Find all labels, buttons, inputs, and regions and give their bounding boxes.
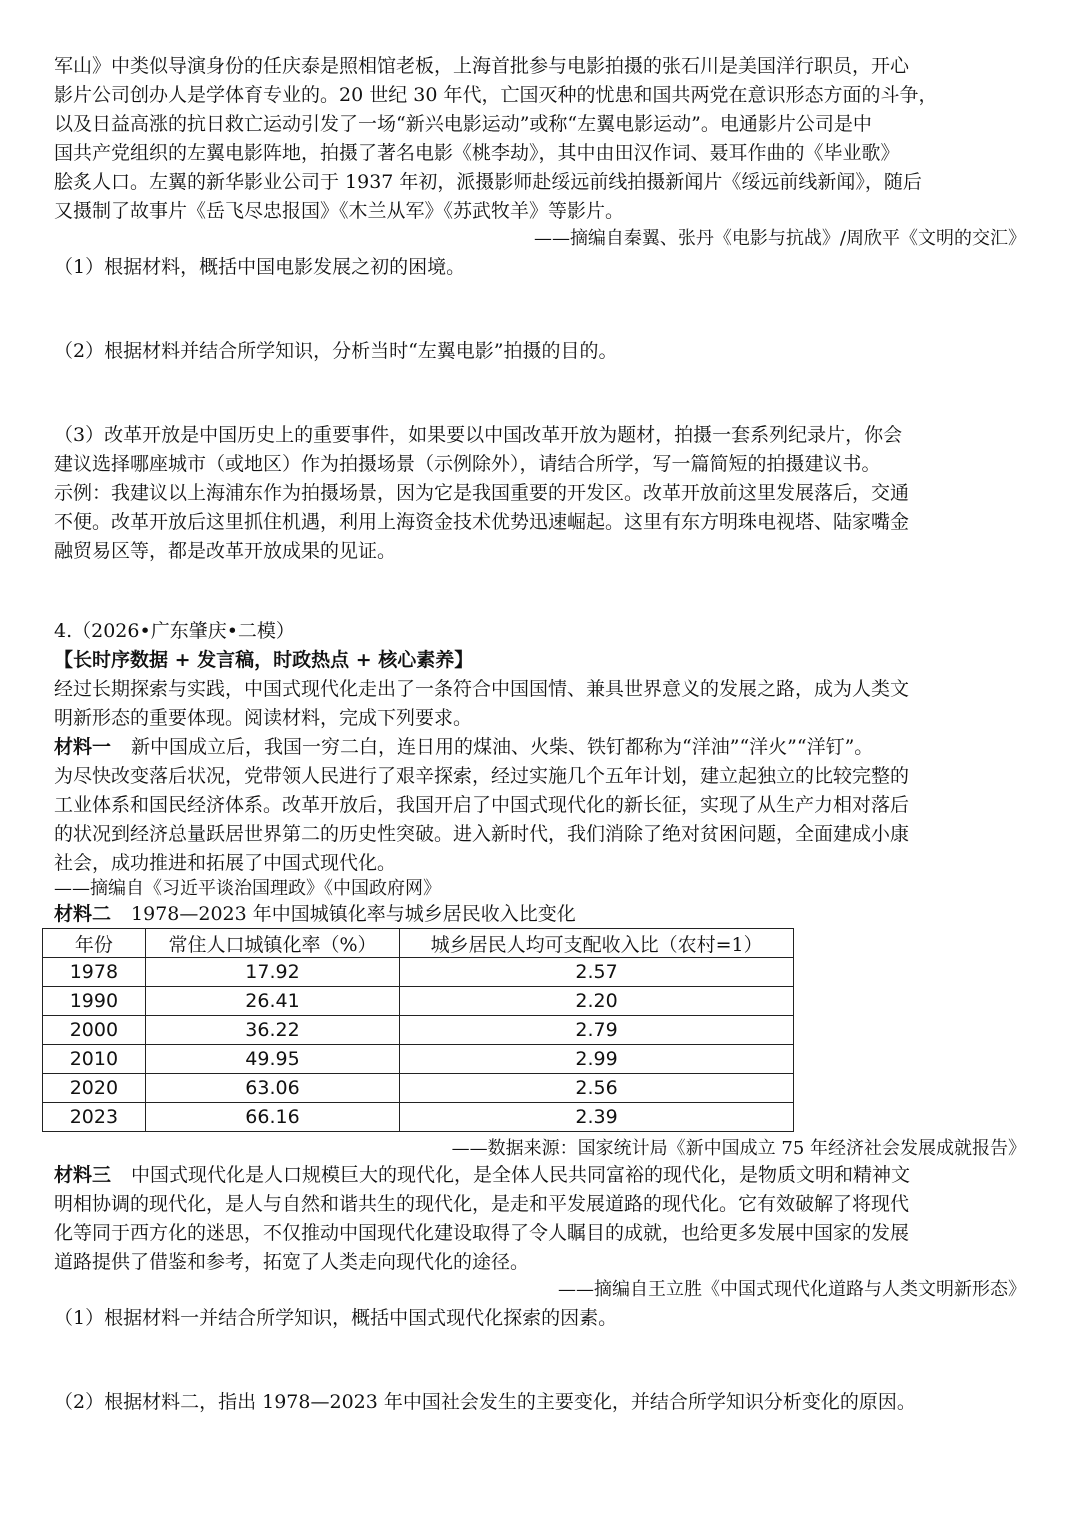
material-line: 军山》中类似导演身份的任庆泰是照相馆老板，上海首批参与电影拍摄的张石川是美国洋行职员，开心 [54, 55, 910, 77]
question-q3-3-cont: 建议选择哪座城市（或地区）作为拍摄场景（示例除外），请结合所学，写一篇简短的拍摄建议书。 [54, 453, 881, 475]
table-row [43, 958, 794, 987]
intro-line: 明新形态的重要体现。阅读材料，完成下列要求。 [54, 707, 473, 729]
material2-source: ——数据来源：国家统计局《新中国成立 75 年经济社会发展成就报告》 [451, 1138, 1026, 1159]
table-row [43, 1045, 794, 1074]
table-row [43, 1074, 794, 1103]
table-cell: 26.41 [145, 987, 399, 1016]
table-cell: 2.56 [400, 1074, 794, 1103]
material-source: ——摘编自秦翼、张丹《电影与抗战》/周欣平《文明的交汇》 [533, 228, 1026, 249]
table-cell: 1990 [43, 987, 146, 1016]
table-cell: 1978 [43, 958, 146, 987]
table-row [43, 1103, 794, 1132]
material2-title-line [54, 900, 1026, 929]
material3-line: 化等同于西方化的迷思，不仅推动中国现代化建设取得了令人瞩目的成就，也给更多发展中国家的发展 [54, 1222, 910, 1244]
table-cell: 66.16 [145, 1103, 399, 1132]
table-cell: 2.99 [400, 1045, 794, 1074]
material3-label: 材料三 [54, 1164, 112, 1186]
example-line: 示例：我建议以上海浦东作为拍摄场景，因为它是我国重要的开发区。改革开放前这里发展落后，交通 [54, 482, 910, 504]
question-q4-1: （1）根据材料一并结合所学知识，概括中国式现代化探索的因素。 [54, 1307, 618, 1329]
question-q3-1: （1）根据材料，概括中国电影发展之初的困境。 [54, 256, 466, 278]
data-table [42, 928, 794, 1132]
material1-line [54, 733, 1026, 762]
question-4-tag: 【长时序数据 + 发言稿，时政热点 + 核心素养】 [54, 649, 474, 671]
material3-source: ——摘编自王立胜《中国式现代化道路与人类文明新形态》 [558, 1279, 1026, 1300]
table-header: 城乡居民人均可支配收入比（农村=1） [400, 929, 794, 958]
table-header-row [43, 929, 794, 958]
question-q3-2: （2）根据材料并结合所学知识，分析当时“左翼电影”拍摄的目的。 [54, 340, 618, 362]
table-cell: 2023 [43, 1103, 146, 1132]
material-line: 以及日益高涨的抗日救亡运动引发了一场“新兴电影运动”或称“左翼电影运动”。电通影片公司是中 [54, 113, 872, 135]
material1-line: 的状况到经济总量跃居世界第二的历史性突破。进入新时代，我们消除了绝对贫困问题，全面建成小康 [54, 823, 910, 845]
material1-source: ——摘编自《习近平谈治国理政》《中国政府网》 [54, 878, 441, 899]
material-line: 影片公司创办人是学体育专业的。20 世纪 30 年代，亡国灭种的忧患和国共两党在意识形态方面的斗争， [54, 84, 938, 106]
table-row [43, 987, 794, 1016]
material2-label: 材料二 [54, 903, 112, 925]
material3-text: 中国式现代化是人口规模巨大的现代化，是全体人民共同富裕的现代化，是物质文明和精神文 [131, 1164, 911, 1186]
material1-line: 社会，成功推进和拓展了中国式现代化。 [54, 852, 397, 874]
table-header: 常住人口城镇化率（%） [145, 929, 399, 958]
question-4-header: 4.（2026•广东肇庆•二模） [54, 620, 295, 642]
table-cell: 2.39 [400, 1103, 794, 1132]
table-header: 年份 [43, 929, 146, 958]
example-line: 融贸易区等，都是改革开放成果的见证。 [54, 540, 397, 562]
intro-line: 经过长期探索与实践，中国式现代化走出了一条符合中国国情、兼具世界意义的发展之路，成为人类文 [54, 678, 910, 700]
material1-label: 材料一 [54, 736, 112, 758]
table-cell: 63.06 [145, 1074, 399, 1103]
question-q3-3: （3）改革开放是中国历史上的重要事件，如果要以中国改革开放为题材，拍摄一套系列纪录片，你会 [54, 424, 903, 446]
material-line: 脍炙人口。左翼的新华影业公司于 1937 年初，派摄影师赴绥远前线拍摄新闻片《绥远前线新闻》，随后 [54, 171, 922, 193]
example-line: 不便。改革开放后这里抓住机遇，利用上海资金技术优势迅速崛起。这里有东方明珠电视塔、陆家嘴金 [54, 511, 910, 533]
material1-line: 工业体系和国民经济体系。改革开放后，我国开启了中国式现代化的新长征，实现了从生产力相对落后 [54, 794, 910, 816]
material1-text: 新中国成立后，我国一穷二白，连日用的煤油、火柴、铁钉都称为“洋油”“洋火”“洋钉”。 [131, 736, 874, 758]
table-cell: 2010 [43, 1045, 146, 1074]
table-cell: 17.92 [145, 958, 399, 987]
table-row [43, 1016, 794, 1045]
material3-line: 明相协调的现代化，是人与自然和谐共生的现代化，是走和平发展道路的现代化。它有效破解了将现代 [54, 1193, 910, 1215]
material1-line: 为尽快改变落后状况，党带领人民进行了艰辛探索，经过实施几个五年计划，建立起独立的比较完整的 [54, 765, 910, 787]
table-cell: 36.22 [145, 1016, 399, 1045]
material-line: 国共产党组织的左翼电影阵地，拍摄了著名电影《桃李劫》，其中由田汉作词、聂耳作曲的《毕业歌》 [54, 142, 900, 164]
material3-line [54, 1161, 1026, 1190]
question-q4-2: （2）根据材料二，指出 1978—2023 年中国社会发生的主要变化，并结合所学知识分析变化的原因。 [54, 1391, 916, 1413]
material2-title: 1978—2023 年中国城镇化率与城乡居民收入比变化 [131, 903, 576, 925]
table-cell: 2020 [43, 1074, 146, 1103]
table-cell: 2.20 [400, 987, 794, 1016]
table-cell: 2.79 [400, 1016, 794, 1045]
table-cell: 2000 [43, 1016, 146, 1045]
material-line: 又摄制了故事片《岳飞尽忠报国》《木兰从军》《苏武牧羊》等影片。 [54, 200, 625, 222]
material3-line: 道路提供了借鉴和参考，拓宽了人类走向现代化的途径。 [54, 1251, 530, 1273]
table-cell: 49.95 [145, 1045, 399, 1074]
table-cell: 2.57 [400, 958, 794, 987]
